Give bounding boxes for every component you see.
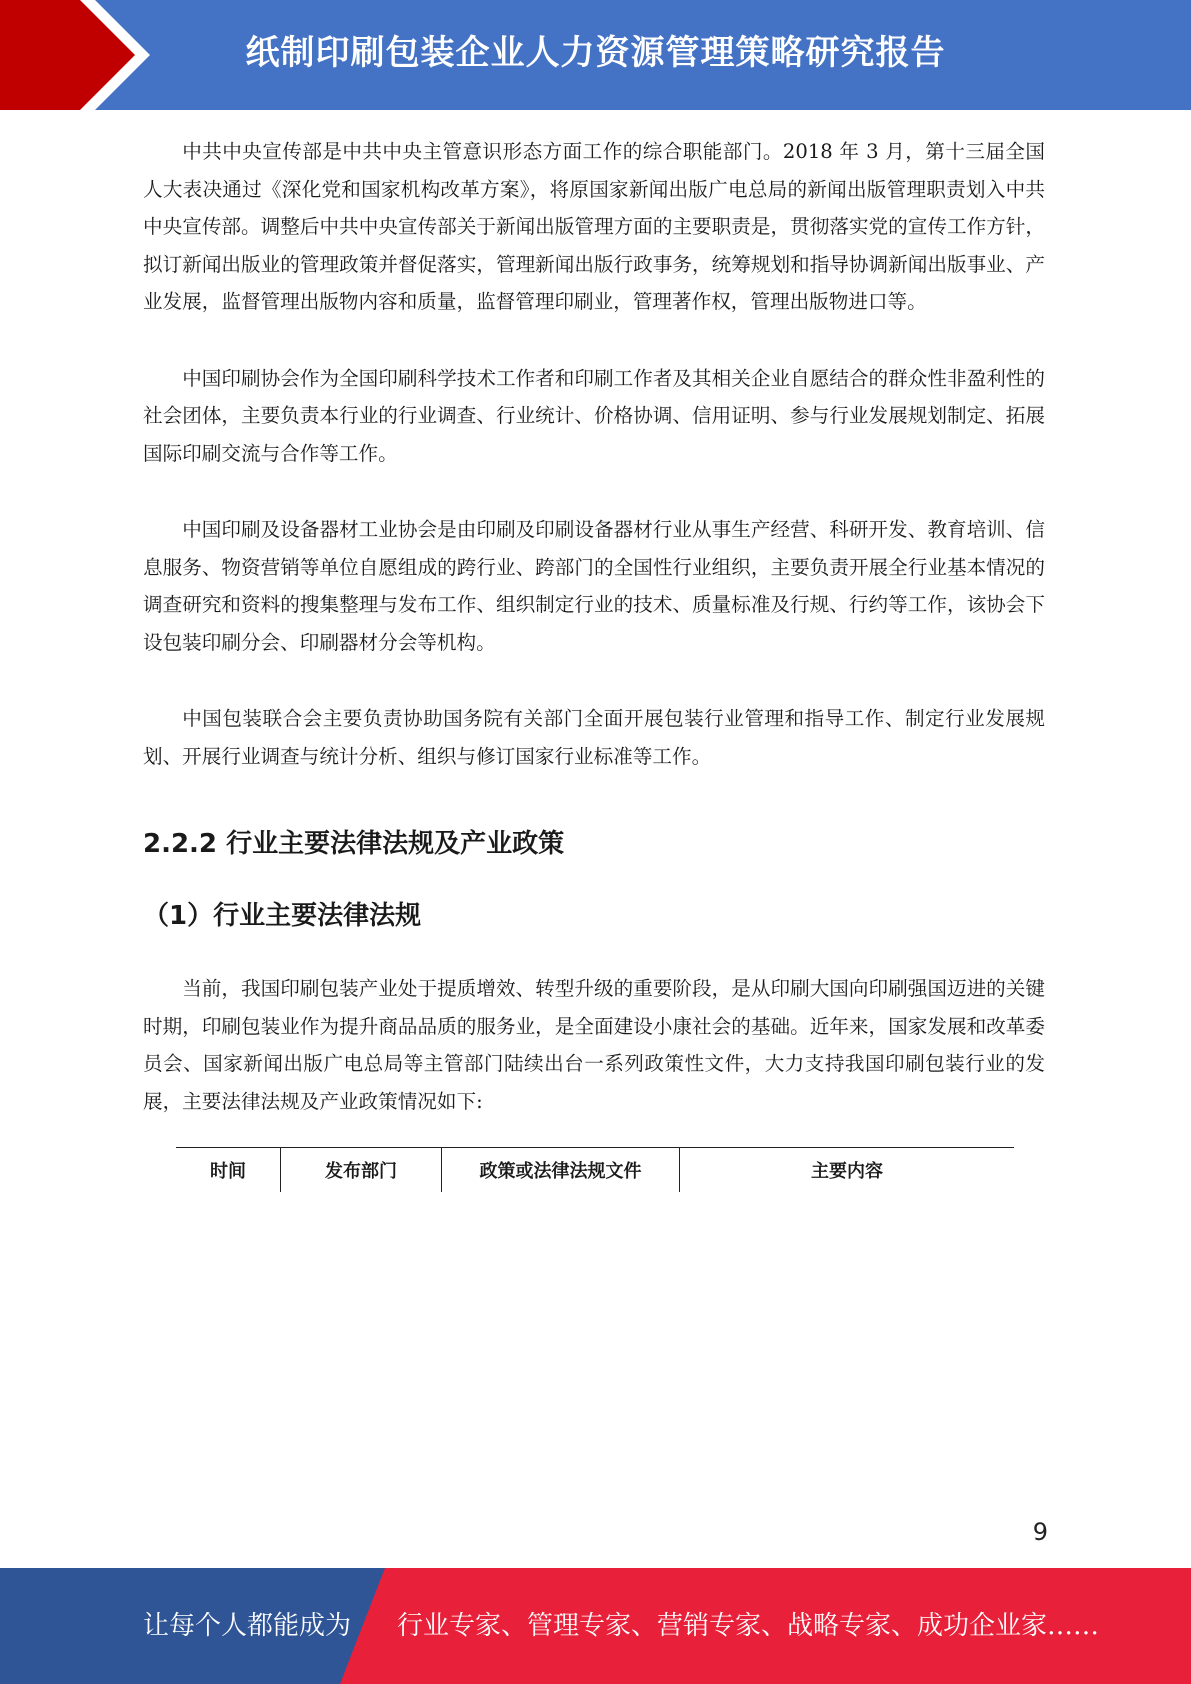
page-footer <box>0 1568 1191 1684</box>
section-heading: 2.2.2 行业主要法律法规及产业政策 <box>143 829 565 859</box>
footer-slogan-right: 行业专家、管理专家、营销专家、战略专家、成功企业家…… <box>397 1611 1100 1641</box>
intro-paragraph-block <box>143 970 1045 1159</box>
policy-table-header <box>176 1147 1014 1192</box>
column-header-content: 主要内容 <box>811 1161 883 1182</box>
red-arrow-decoration <box>0 0 160 110</box>
paragraph: 中国印刷协会作为全国印刷科学技术工作者和印刷工作者及其相关企业自愿结合的群众性非盈利性的社会团体，主要负责本行业的行业调查、行业统计、价格协调、信用证明、参与行业发展规划制定、拓展国际印刷交流与合作等工作。 <box>143 366 1045 465</box>
footer-slogan-left: 让每个人都能成为 <box>143 1611 352 1641</box>
intro-paragraph: 当前，我国印刷包装产业处于提质增效、转型升级的重要阶段，是从印刷大国向印刷强国迈进的关键时期，印刷包装业作为提升商品品质的服务业，是全面建设小康社会的基础。近年来，国家发展和改革委员会、国家新闻出版广电总局等主管部门陆续出台一系列政策性文件，大力支持我国印刷包装行业的发展，主要法律法规及产业政策情况如下: <box>143 977 1045 1113</box>
paragraph: 中国印刷及设备器材工业协会是由印刷及印刷设备器材行业从事生产经营、科研开发、教育培训、信息服务、物资营销等单位自愿组成的跨行业、跨部门的全国性行业组织，主要负责开展全行业基本情况的调查研究和资料的搜集整理与发布工作、组织制定行业的技术、质量标准及行规、行约等工作，该协会下设包装印刷分会、印刷器材分会等机构。 <box>143 518 1045 654</box>
subsection-heading: （1）行业主要法律法规 <box>143 901 422 931</box>
column-header-document: 政策或法律法规文件 <box>442 1148 680 1192</box>
body-text <box>143 133 1045 814</box>
paragraph: 中共中央宣传部是中共中央主管意识形态方面工作的综合职能部门。2018 年 3 月，第十三届全国人大表决通过《深化党和国家机构改革方案》，将原国家新闻出版广电总局的新闻出版管理职责划入中共中央宣传部。调整后中共中央宣传部关于新闻出版管理方面的主要职责是，贯彻落实党的宣传工作方针，拟订新闻出版业的管理政策并督促落实，管理新闻出版行政事务，统筹规划和指导协调新闻出版事业、产业发展，监督管理出版物内容和质量，监督管理印刷业，管理著作权，管理出版物进口等。 <box>143 140 1045 313</box>
report-title: 纸制印刷包装企业人力资源管理策略研究报告 <box>245 33 946 73</box>
page-header <box>0 0 1191 110</box>
paragraph: 中国包装联合会主要负责协助国务院有关部门全面开展包装行业管理和指导工作、制定行业发展规划、开展行业调查与统计分析、组织与修订国家行业标准等工作。 <box>143 707 1045 768</box>
column-header-department: 发布部门 <box>281 1148 442 1192</box>
page-number: 9 <box>1032 1518 1048 1546</box>
column-header-time: 时间 <box>176 1148 281 1192</box>
